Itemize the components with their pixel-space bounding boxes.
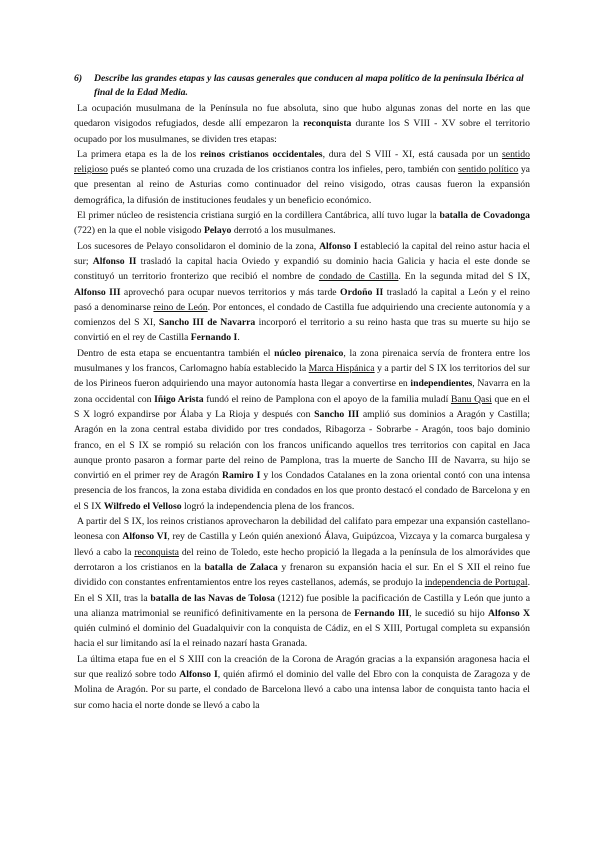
underlined-term: Marca Hispánica: [308, 363, 375, 375]
underlined-term: sentido político: [458, 164, 519, 176]
paragraph: [74, 514, 530, 652]
paragraph: [74, 147, 530, 208]
text-run: La ocupación musulmana de la Península no fue absoluta, sino que hubo algunas zonas del norte en las que quedaron visigodos refugiados, desde allí empezaron la: [74, 103, 530, 130]
text-run: , Navarra en la zona occidental con: [74, 378, 531, 405]
text-run: y los Condados Catalanes en la zona oriental contó con una intensa presencia de los francos, la zona estaba dividida en condados en los que pronto destacó el condado de Barcelona y en el S IX: [74, 470, 530, 512]
text-run: (722) en la que el noble visigodo: [74, 225, 204, 237]
bold-term: Fernando III: [354, 607, 410, 619]
bold-term: batalla de las Navas de Tolosa: [150, 592, 275, 604]
bold-term: Alfonso VI: [122, 531, 168, 543]
bold-term: Fernando I: [190, 332, 238, 344]
text-run: . En la segunda mitad del S IX,: [398, 271, 530, 283]
paragraph: [74, 101, 530, 147]
text-run: (1212) fue posible la pacificación de Castilla y León que junto a una alianza matrimonial se reunificó definitivamente en la persona de: [74, 592, 530, 619]
text-run: , quién afirmó el dominio del valle del Ebro con la conquista de Zaragoza y de Molina de Aragón. Por su parte, el condado de Barcelona llevó a cabo una intensa labor de conquista tanto hacia el sur como hacia el norte donde se llevó a cabo la: [74, 668, 530, 711]
underlined-term: independencia de Portugal: [424, 577, 528, 589]
text-run: logró la independencia plena de los francos.: [181, 500, 355, 512]
text-run: . En el S XII, tras la: [74, 577, 530, 604]
text-run: y a partir del S IX los territorios del sur de los Pirineos fueron adquiriendo una mayor autonomía hasta llegar a convertirse en: [74, 363, 531, 390]
answer-body: [74, 101, 530, 713]
text-run: Dentro de esta etapa se encuentantra también el: [77, 347, 275, 359]
text-run: estableció la capital del reino astur hacia el sur;: [74, 240, 530, 267]
text-run: El primer núcleo de resistencia cristiana surgió en la cordillera Cantábrica, allí tuvo lugar la: [77, 210, 440, 222]
paragraph: [74, 652, 530, 713]
text-run: trasladó la capital hacia Oviedo y expandió su dominio hacia Galicia y hacia el este donde se constituyó un territorio fronterizo que recibió el nombre de: [74, 255, 530, 283]
text-run: quién culminó el dominio del Guadalquivir con la conquista de Cádiz, en el S XIII, Portugal completa su expansión hacia el sur limitando así la el reinado nazarí hasta Granada.: [74, 623, 530, 650]
bold-term: independientes: [410, 378, 473, 390]
bold-term: Pelayo: [203, 225, 232, 237]
underlined-term: reino de León: [153, 301, 208, 313]
text-run: , le sucedió su hijo: [409, 607, 488, 619]
bold-term: reinos cristianos occidentales: [199, 148, 323, 160]
bold-term: Ordoño II: [340, 286, 384, 298]
bold-term: Sancho III: [314, 408, 360, 420]
text-run: Los sucesores de Pelayo consolidaron el dominio de la zona,: [77, 240, 320, 252]
bold-term: Wilfredo el Velloso: [103, 500, 182, 512]
text-run: , rey de Castilla y León quién anexionó Álava, Guipúzcoa, Vizcaya y la comarca burgalesa y llevó a cabo la: [74, 531, 530, 558]
bold-term: Alfonso X: [488, 607, 530, 619]
underlined-term: Banu Qasi: [450, 393, 492, 405]
bold-term: Alfonso III: [74, 286, 121, 298]
bold-term: núcleo pirenaico: [274, 347, 344, 359]
bold-term: batalla de Covadonga: [439, 210, 530, 222]
text-run: , la zona pirenaica servía de frontera entre los musulmanes y los francos, Carlomagno había establecido la: [74, 347, 530, 375]
question-heading: [74, 72, 530, 100]
paragraph: [74, 346, 530, 514]
text-run: , dura del S VIII - XI, está causada por un: [322, 148, 503, 160]
text-run: y frenaron su expansión hacia el sur. En el S XII el reino fue dividido con constantes enfrentamientos entre los reyes castellanos, además, se produjo la: [74, 561, 530, 589]
text-run: .: [237, 332, 240, 344]
bold-term: batalla de Zalaca: [204, 561, 278, 573]
text-run: trasladó la capital a León y el reino pasó a denominarse: [74, 286, 530, 313]
text-run: . Por entonces, el condado de Castilla fue adquiriendo una creciente autonomía y a comienzos del S XI,: [74, 301, 531, 329]
document-page: [74, 72, 530, 713]
bold-term: Alfonso I: [179, 668, 218, 680]
bold-term: Ramiro I: [222, 470, 261, 482]
text-run: La primera etapa es la de los: [77, 148, 200, 160]
text-run: amplió sus dominios a Aragón y Castilla; Aragón en la zona central estaba dividido por tres condados, Ribagorza - Sobrarbe - Aragón, toos bajo dominio franco, en el S IX se rompió su relación con los francos unificando aquellos tres territorios con capital en Jaca aunque pronto pasaron a formar parte del reino de Pamplona, tras la muerte de Sancho III de Navarra, su hijo se convirtió en el primer rey de Aragón: [74, 408, 530, 482]
text-run: del reino de Toledo, este hecho propició la llegada a la península de los almorávides que derrotaron a los cristianos en la: [74, 546, 531, 573]
bold-term: Sancho III de Navarra: [158, 317, 256, 329]
text-run: durante los S VIII - XV sobre el territorio ocupado por los musulmanes, se dividen tres etapas:: [74, 118, 530, 145]
bold-term: Iñigo Arista: [154, 393, 204, 405]
paragraph: [74, 208, 530, 239]
text-run: aprovechó para ocupar nuevos territorios y más tarde: [120, 286, 341, 298]
paragraph: [74, 239, 530, 346]
question-title-line1: Describe las grandes etapas y las causas generales que conducen al mapa político de la: [94, 73, 442, 84]
text-run: derrotó a los musulmanes.: [231, 225, 336, 237]
underlined-term: condado de Castilla: [318, 271, 399, 283]
text-run: incorporó el territorio a su reino hasta que tras su muerte su hijo se convirtió en el rey de Castilla: [74, 317, 530, 344]
underlined-term: sentido religioso: [74, 148, 530, 176]
text-run: La última etapa fue en el S XIII con la creación de la Corona de Aragón gracias a la expansión aragonesa hacia el sur que realizó sobre todo: [74, 653, 530, 680]
bold-term: reconquista: [303, 118, 352, 130]
underlined-term: reconquista: [134, 546, 179, 558]
question-number: 6): [74, 73, 83, 84]
text-run: pués se planteó como una cruzada de los cristianos contra los infieles, pero, también con: [107, 164, 459, 176]
question-title-line2: península Ibérica al final de la Edad Media.: [94, 73, 524, 98]
bold-term: Alfonso II: [92, 255, 137, 267]
text-run: ya que presentan al reino de Asturias como continuador del reino visigodo, otras causas fueron la expansión demográfica, la difusión de instituciones feudales y un beneficio económico.: [74, 164, 530, 206]
text-run: que en el S X logró expandirse por Álaba y La Rioja y después con: [74, 393, 530, 420]
text-run: A partir del S IX, los reinos cristianos aprovecharon la debilidad del califato para empezar una expansión castellano-leonesa con: [74, 516, 530, 543]
text-run: fundó el reino de Pamplona con el apoyo de la familia muladí: [203, 393, 451, 405]
bold-term: Alfonso I: [319, 240, 358, 252]
